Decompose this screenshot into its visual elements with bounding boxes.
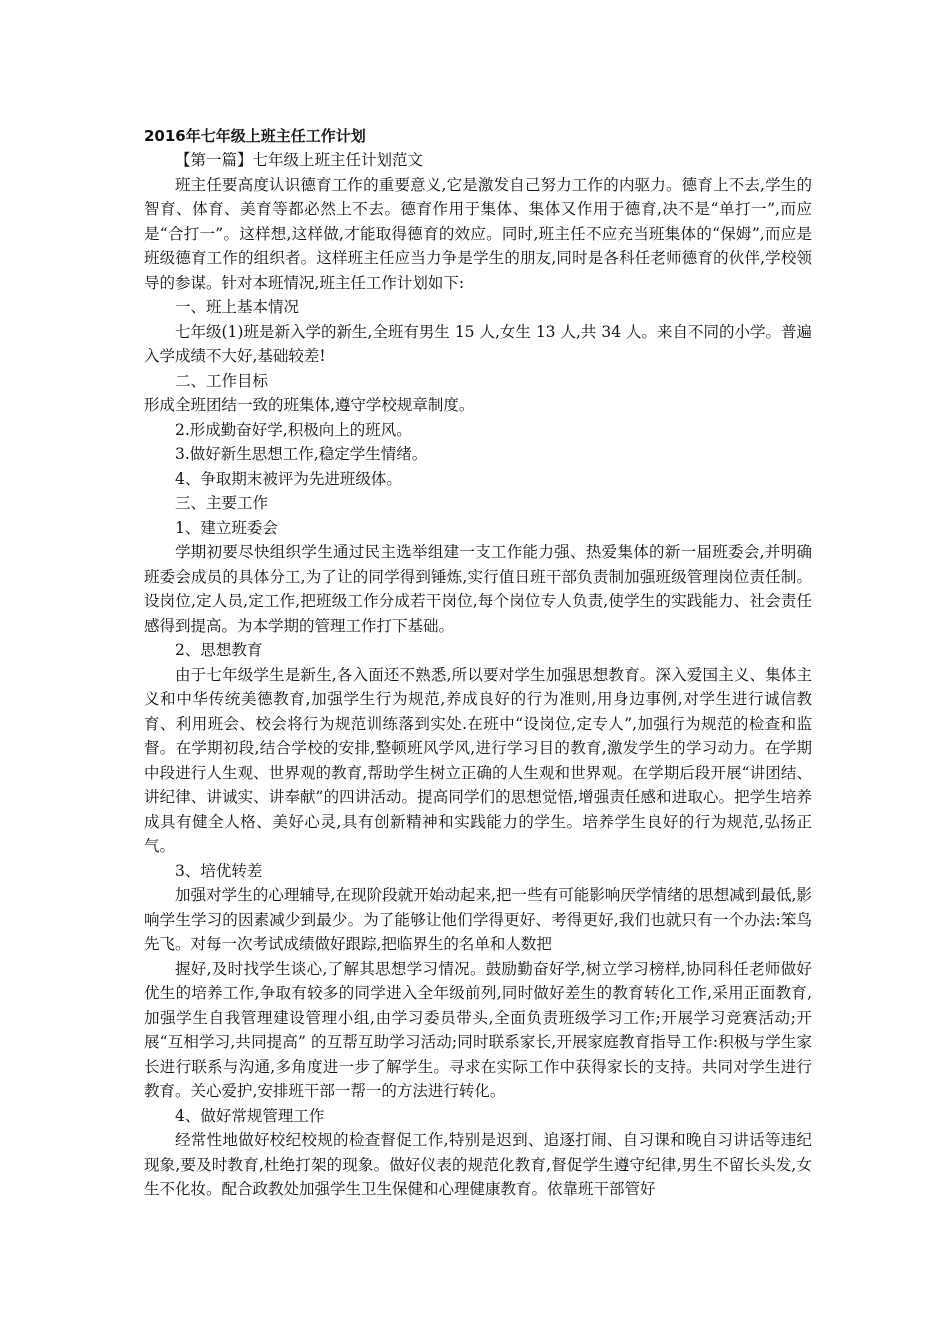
goal-item-4: 4、争取期末被评为先进班级体。 — [175, 469, 402, 488]
paragraph-routine-management: 经常性地做好校纪校规的检查督促工作,特别是迟到、追逐打闹、自习课和晚自习讲话等违纪现象,要及时教育,杜绝打架的现象。做好仪表的规范化教育,督促学生遵守纪律,男生不留长头发,女生不化妆。配合政教处加强学生卫生保健和心理健康教育。依靠班干部管好 — [144, 1131, 812, 1198]
subheading-ideological-education: 2、思想教育 — [175, 641, 263, 659]
paragraph-class-situation: 七年级(1)班是新入学的新生,全班有男生 15 人,女生 13 人,共 34 人。来自不同的小学。普遍入学成绩不大好,基础较差! — [144, 322, 812, 365]
paragraph-ideological-education: 由于七年级学生是新生,各入面还不熟悉,所以要对学生加强思想教育。深入爱国主义、集体主义和中华传统美德教育,加强学生行为规范,养成良好的行为准则,用身边事例,对学生进行诚信教育、利用班会、校会将行为规范训练落到实处.在班中“设岗位,定专人”,加强行为规范的检查和监督。在学期初段,结合学校的安排,整顿班风学风,进行学习目的教育,激发学生的学习动力。在学期中段进行人生观、世界观的教育,帮助学生树立正确的人生观和世界观。在学期后段开展“讲团结、讲纪律、讲诚实、讲奉献”的四讲活动。提高同学们的思想觉悟,增强责任感和进取心。把学生培养成具有健全人格、美好心灵,具有创新精神和实践能力的学生。培养学生良好的行为规范,弘扬正气。 — [144, 665, 812, 855]
subheading-class-committee: 1、建立班委会 — [175, 518, 278, 537]
heading-main-work: 三、主要工作 — [175, 494, 269, 512]
goal-item-1: 形成全班团结一致的班集体,遵守学校规章制度。 — [144, 396, 475, 414]
paragraph-intro: 班主任要高度认识德育工作的重要意义,它是激发自己努力工作的内驱力。德育上不去,学生的智育、体育、美育等都必然上不去。德育作用于集体、集体又作用于德育,决不是“单打一”,而应是“合打一”。这样想,这样做,才能取得德育的效应。同时,班主任不应充当班集体的“保姆”,而应是班级德育工作的组织者。这样班主任应当力争是学生的朋友,同时是各科任老师德育的伙伴,学校领导的参谋。针对本班情况,班主任工作计划如下: — [144, 175, 812, 292]
goal-item-3: 3.做好新生思想工作,稳定学生情绪。 — [175, 445, 428, 463]
subheading-top-and-weak-students: 3、培优转差 — [175, 861, 263, 880]
document-title: 2016年七年级上班主任工作计划 — [144, 127, 366, 145]
heading-work-goals: 二、工作目标 — [175, 371, 269, 390]
paragraph-psychological-counseling: 加强对学生的心理辅导,在现阶段就开始动起来,把一些有可能影响厌学情绪的思想减到最低,影响学生学习的因素减少到最少。为了能够让他们学得更好、考得更好,我们也就只有一个办法:笨鸟先飞。对每一次考试成绩做好跟踪,把临界生的名单和人数把 — [144, 886, 812, 953]
heading-class-situation: 一、班上基本情况 — [175, 298, 300, 316]
document-body — [144, 124, 812, 1202]
paragraph-student-conversations: 握好,及时找学生谈心,了解其思想学习情况。鼓励勤奋好学,树立学习榜样,协同科任老师做好优生的培养工作,争取有较多的同学进入全年级前列,同时做好差生的教育转化工作,采用正面教育,加强学生自我管理建设管理小组,由学习委员带头,全面负责班级学习工作;开展学习竞赛活动;开展“互相学习,共同提高” 的互帮互助学习活动;同时联系家长,开展家庭教育指导工作:积极与学生家长进行联系与沟通,多角度进一步了解学生。寻求在实际工作中获得家长的支持。共同对学生进行教育。关心爱护,安排班干部一帮一的方法进行转化。 — [144, 959, 812, 1100]
subheading-routine-management: 4、做好常规管理工作 — [175, 1106, 325, 1125]
section-heading-first-article: 【第一篇】七年级上班主任计划范文 — [175, 151, 424, 169]
goal-item-2: 2.形成勤奋好学,积极向上的班风。 — [175, 420, 412, 439]
paragraph-class-committee: 学期初要尽快组织学生通过民主选举组建一支工作能力强、热爱集体的新一届班委会,并明确班委会成员的具体分工,为了让的同学得到锤炼,实行值日班干部负责制加强班级管理岗位责任制。设岗位,定人员,定工作,把班级工作分成若干岗位,每个岗位专人负责,使学生的实践能力、社会责任感得到提高。为本学期的管理工作打下基础。 — [144, 543, 812, 635]
